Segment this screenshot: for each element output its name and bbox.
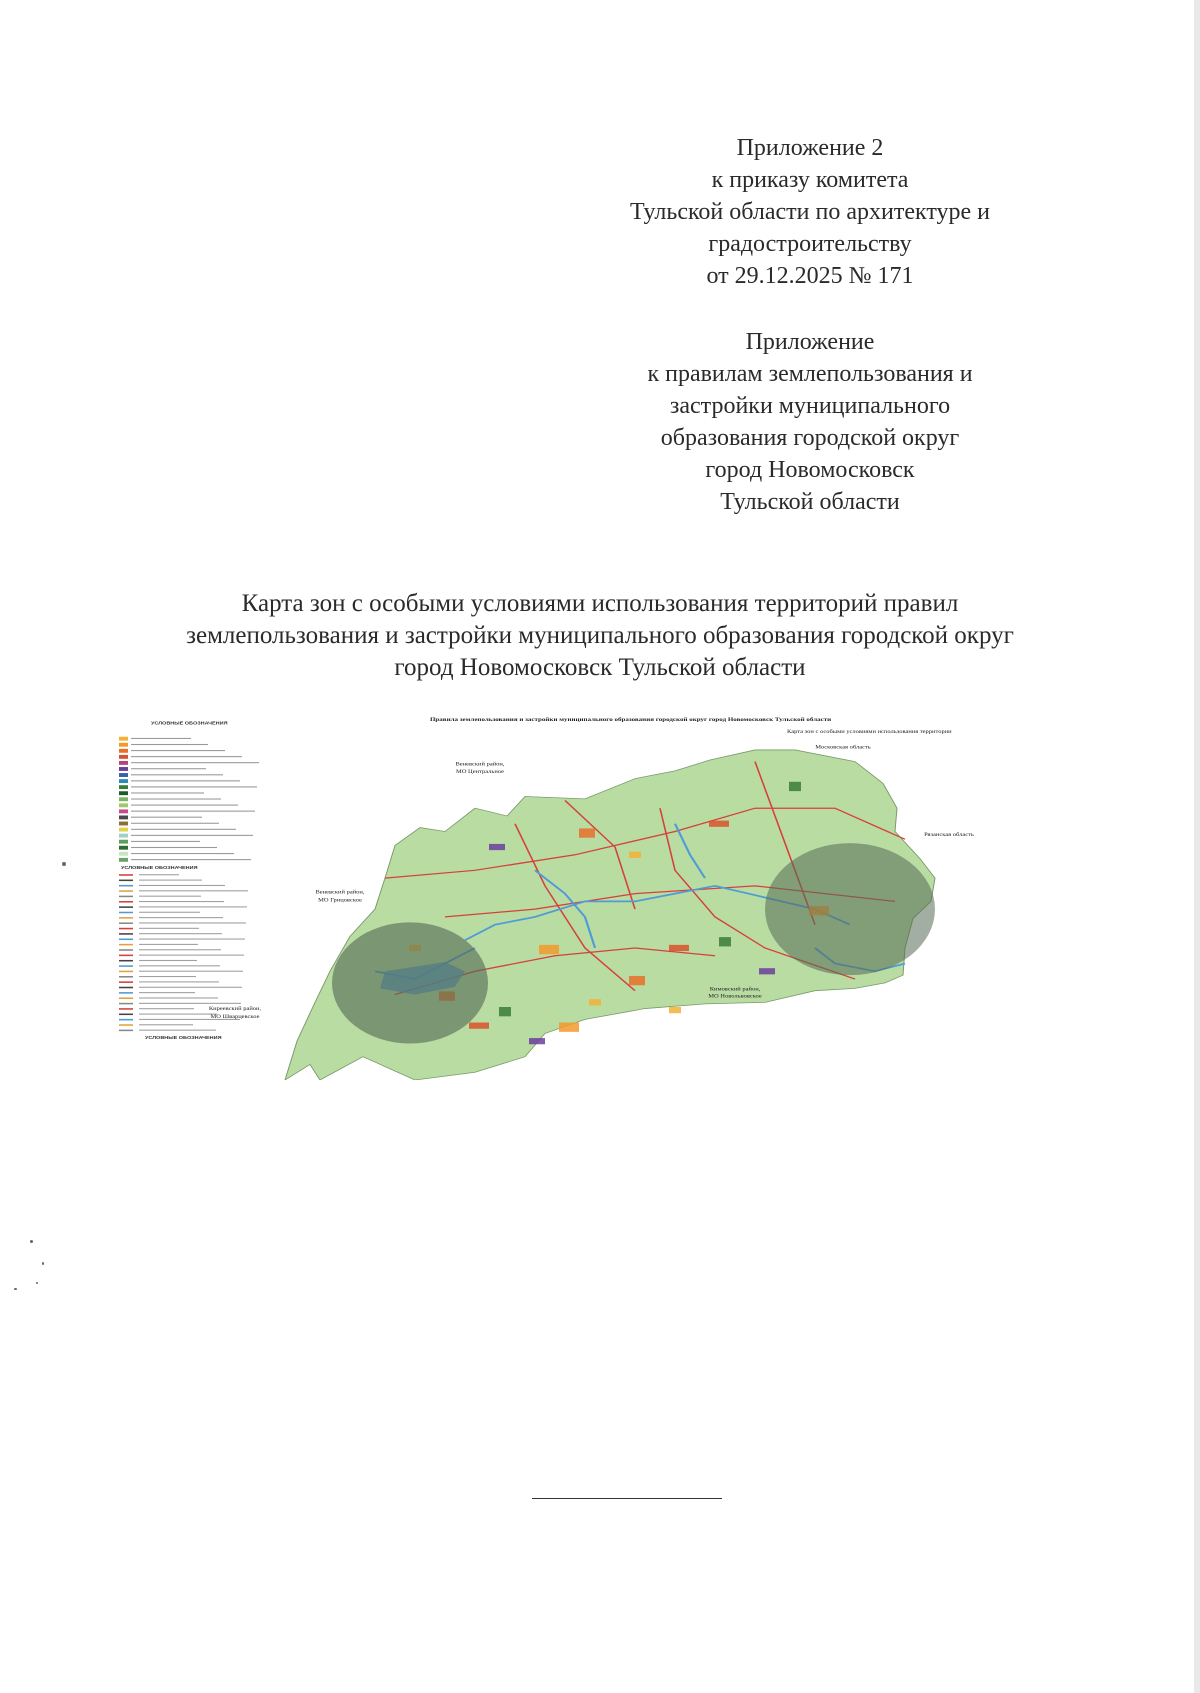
legend-swatch (119, 773, 128, 777)
settlement-patch (789, 782, 801, 791)
page-edge (1194, 0, 1200, 1693)
legend-swatch (119, 749, 128, 753)
legend-heading-1: УСЛОВНЫЕ ОБОЗНАЧЕНИЯ (151, 721, 228, 727)
legend-text-line (131, 823, 219, 824)
settlement-patch (529, 1038, 545, 1044)
legend-text-line (131, 847, 217, 848)
legend-line-symbol (119, 1008, 133, 1010)
settlement-patch (629, 852, 641, 858)
legend-swatch (119, 779, 128, 783)
settlement-patch (539, 945, 559, 954)
legend-line-symbol (119, 1014, 133, 1016)
legend-text-line (139, 896, 201, 897)
legend-line-symbol (119, 987, 133, 989)
region-label-venevsky-line1: Веневский район, (455, 762, 505, 768)
legend-swatch (119, 755, 128, 759)
legend-line-symbol (119, 949, 133, 951)
legend-text-line (131, 811, 255, 812)
legend-line-symbol (119, 912, 133, 914)
end-rule (532, 1498, 722, 1499)
region-label-venevsky-line2: МО Центральное (456, 769, 504, 775)
region-label-gritsovskoe-line2: МО Грицовское (318, 897, 362, 904)
legend-swatch (119, 785, 128, 789)
zoning-map-figure (115, 715, 1065, 1080)
legend-text-line (139, 949, 221, 950)
legend-text-line (139, 987, 242, 988)
appendix-order-block (560, 132, 1060, 292)
legend-swatch (119, 828, 128, 832)
legend-line-symbol (119, 955, 133, 957)
legend-line-symbol (119, 981, 133, 983)
scan-speck (30, 1240, 33, 1243)
legend-swatch (119, 797, 128, 801)
appendix-order-line: Приложение 2 (736, 135, 884, 161)
legend-text-line (131, 744, 208, 745)
legend-text-line (139, 901, 224, 902)
legend-line-symbol (119, 1024, 133, 1026)
legend-line-symbol (119, 939, 133, 941)
legend-swatch (119, 822, 128, 826)
legend-text-line (131, 835, 253, 836)
settlement-patch (669, 1007, 681, 1013)
legend-line-symbol (119, 906, 133, 908)
map-header-line-2: Карта зон с особыми условиями использования территории (787, 729, 952, 735)
legend-text-line (139, 880, 202, 881)
appendix-order-line: градостроительству (708, 231, 912, 257)
legend-text-line (139, 997, 218, 998)
legend-text-line (139, 874, 179, 875)
legend-heading-3: УСЛОВНЫЕ ОБОЗНАЧЕНИЯ (145, 1036, 222, 1041)
legend-swatch (119, 815, 128, 819)
legend-swatch (119, 761, 128, 765)
legend-line-symbol (119, 922, 133, 924)
legend-line-symbol (119, 1019, 133, 1021)
legend-line-symbol (119, 874, 133, 876)
settlement-patch (589, 999, 601, 1005)
legend-swatch (119, 767, 128, 771)
legend-text-line (131, 756, 242, 757)
legend-text-line (139, 885, 225, 886)
legend-text-line (139, 912, 200, 913)
legend-text-line (139, 1030, 216, 1031)
legend-text-line (131, 817, 202, 818)
zoning-map-svg (115, 715, 1065, 1080)
legend-text-line (131, 750, 225, 751)
region-label-kimovsky-line2: МО Новольвовское (708, 994, 762, 1000)
region-label-kimovsky-line1: Кимовский район, (709, 987, 761, 993)
scan-speck (36, 1282, 38, 1284)
region-label-kireevsky-line2: МО Шварцевское (210, 1014, 260, 1020)
legend-text-line (139, 939, 245, 940)
legend-text-line (131, 859, 251, 860)
protection-zone-circle-west (332, 922, 488, 1043)
legend-text-line (139, 976, 196, 977)
appendix-order-line: от 29.12.2025 № 171 (706, 263, 914, 289)
settlement-patch (499, 1007, 511, 1016)
legend-line-symbol (119, 965, 133, 967)
legend-swatch (119, 809, 128, 813)
legend-swatch (119, 791, 128, 795)
legend-line-symbol (119, 960, 133, 962)
legend-line-symbol (119, 885, 133, 887)
legend-text-line (139, 906, 247, 907)
protection-zone-circle-east (765, 843, 935, 975)
settlement-patch (559, 1023, 579, 1032)
settlement-patch (579, 828, 595, 837)
legend-text-line (139, 933, 222, 934)
legend-line-symbol (119, 944, 133, 946)
legend-text-line (139, 1014, 217, 1015)
settlement-patch (629, 976, 645, 985)
legend-swatch (119, 834, 128, 838)
appendix-rules-line: город Новомосковск (705, 457, 915, 483)
legend-swatch (119, 846, 128, 850)
appendix-rules-line: Тульской области (720, 489, 900, 515)
legend-line-symbol (119, 896, 133, 898)
legend-text-line (131, 786, 257, 787)
legend-text-line (139, 944, 198, 945)
legend-text-line (131, 853, 234, 854)
legend-swatch (119, 743, 128, 747)
legend-line-symbol (119, 933, 133, 935)
map-title-line: Карта зон с особыми условиями использования территорий правил (241, 590, 959, 617)
legend-swatch (119, 803, 128, 807)
legend-line-symbol (119, 901, 133, 903)
legend-heading-2: УСЛОВНЫЕ ОБОЗНАЧЕНИЯ (121, 866, 198, 871)
appendix-rules-line: к правилам землепользования и (647, 361, 973, 387)
appendix-order-line: Тульской области по архитектуре и (630, 199, 990, 225)
legend-text-line (131, 829, 236, 830)
legend-text-line (139, 965, 220, 966)
legend-line-symbol (119, 928, 133, 930)
legend-line-symbol (119, 1003, 133, 1005)
legend-text-line (139, 890, 248, 891)
legend-text-line (131, 841, 200, 842)
legend-text-line (139, 981, 219, 982)
map-header-line-1: Правила землепользования и застройки муниципального образования городской округ город Новомосковск Тульской области (429, 716, 832, 723)
region-label-moscow: Московская область (815, 744, 871, 751)
legend-text-line (139, 960, 197, 961)
legend-text-line (139, 955, 244, 956)
legend-line-symbol (119, 992, 133, 994)
legend-line-symbol (119, 997, 133, 999)
legend-line-symbol (119, 917, 133, 919)
settlement-patch (669, 945, 689, 951)
legend-text-line (139, 1024, 193, 1025)
legend-panel-bg (115, 715, 265, 998)
map-title (100, 588, 1100, 684)
legend-text-line (139, 992, 195, 993)
legend-text-line (139, 917, 223, 918)
legend-text-line (131, 738, 191, 739)
region-label-gritsovskoe-line1: Веневский район, (315, 890, 365, 896)
scan-speck (42, 1262, 44, 1265)
legend-swatch (119, 840, 128, 844)
settlement-patch (709, 821, 729, 827)
settlement-patch (759, 968, 775, 974)
region-label-ryazan: Рязанская область (924, 832, 974, 838)
settlement-patch (719, 937, 731, 946)
appendix-rules-block (560, 326, 1060, 518)
scan-speck (14, 1288, 17, 1290)
scan-speck (62, 862, 66, 866)
legend-swatch (119, 852, 128, 856)
legend-line-symbol (119, 976, 133, 978)
legend-text-line (131, 798, 221, 799)
legend-panel (115, 715, 265, 1041)
settlement-patch (469, 1023, 489, 1029)
legend-text-line (131, 792, 204, 793)
legend-text-line (139, 922, 246, 923)
legend-swatch (119, 737, 128, 741)
legend-line-symbol (119, 971, 133, 973)
legend-line-symbol (119, 880, 133, 882)
appendix-rules-line: застройки муниципального (669, 393, 951, 419)
region-label-kireevsky-line1: Киреевский район, (208, 1006, 262, 1012)
appendix-rules-line: образования городской округ (660, 425, 960, 451)
legend-text-line (139, 928, 199, 929)
legend-text-line (139, 971, 243, 972)
legend-text-line (139, 1008, 194, 1009)
legend-text-line (131, 762, 259, 763)
legend-text-line (131, 805, 238, 806)
map-title-line: город Новомосковск Тульской области (394, 654, 806, 681)
legend-line-symbol (119, 1030, 133, 1032)
legend-text-line (139, 1003, 241, 1004)
legend-text-line (131, 768, 206, 769)
legend-text-line (131, 780, 240, 781)
legend-line-symbol (119, 890, 133, 892)
map-title-line: землепользования и застройки муниципального образования городской округ (186, 622, 1014, 649)
appendix-order-line: к приказу комитета (711, 167, 909, 193)
legend-swatch (119, 858, 128, 862)
appendix-rules-line: Приложение (745, 329, 875, 355)
legend-text-line (131, 774, 223, 775)
settlement-patch (489, 844, 505, 850)
